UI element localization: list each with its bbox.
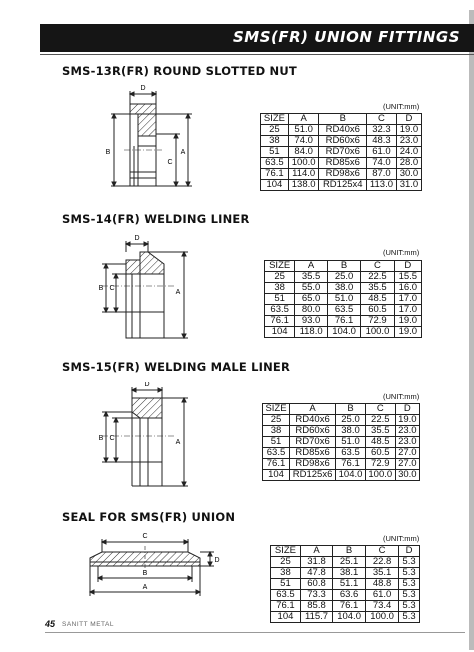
table-cell: 5.3: [399, 612, 420, 623]
table-cell: 31.8: [300, 557, 332, 568]
table-cell: 24.0: [396, 147, 421, 158]
table-cell: 76.1: [261, 169, 289, 180]
table-cell: 30.0: [395, 470, 419, 481]
table-row: [261, 147, 422, 158]
table-row: [263, 426, 420, 437]
table-cell: RD85x6: [290, 448, 336, 459]
table-cell: 61.0: [367, 147, 397, 158]
table-cell: 115.7: [300, 612, 332, 623]
table-cell: 104.0: [333, 612, 366, 623]
table-cell: 60.5: [365, 448, 395, 459]
footer-brand: SANITT METAL: [62, 621, 114, 628]
table-cell: 74.0: [367, 158, 397, 169]
table-cell: 60.8: [300, 579, 332, 590]
dim-label-b: B: [105, 149, 111, 156]
table-cell: 63.5: [327, 305, 360, 316]
table-row: [261, 136, 422, 147]
unit-label: (UNIT:mm): [383, 248, 420, 257]
table-row: [271, 568, 420, 579]
table-cell: 76.1: [263, 459, 290, 470]
table-cell: 76.1: [265, 316, 295, 327]
table-cell: 104.0: [336, 470, 366, 481]
table-row: [263, 470, 420, 481]
table-cell: 5.3: [399, 579, 420, 590]
table-cell: 114.0: [288, 169, 319, 180]
spec-table-seal: [270, 545, 420, 623]
dim-label-a: A: [142, 584, 148, 591]
table-row: [261, 169, 422, 180]
table-cell: 35.5: [365, 426, 395, 437]
table-cell: 76.1: [333, 601, 366, 612]
unit-label: (UNIT:mm): [383, 102, 420, 111]
column-header: A: [290, 404, 336, 415]
column-header: C: [367, 114, 397, 125]
dim-label-a: A: [180, 149, 186, 156]
table-cell: 73.3: [300, 590, 332, 601]
table-cell: 23.0: [395, 437, 419, 448]
table-cell: 19.0: [396, 125, 421, 136]
table-cell: 5.3: [399, 601, 420, 612]
table-cell: 100.0: [288, 158, 319, 169]
table-cell: 85.8: [300, 601, 332, 612]
table-cell: RD125x4: [319, 180, 367, 191]
table-cell: RD70x6: [290, 437, 336, 448]
table-cell: 138.0: [288, 180, 319, 191]
dim-label-d: D: [144, 382, 150, 388]
table-cell: 28.0: [396, 158, 421, 169]
table-row: [263, 459, 420, 470]
table-cell: 25.0: [336, 415, 366, 426]
table-cell: 25: [261, 125, 289, 136]
table-cell: 113.0: [367, 180, 397, 191]
table-cell: 84.0: [288, 147, 319, 158]
table-cell: 38.0: [336, 426, 366, 437]
table-cell: 51.0: [327, 294, 360, 305]
table-cell: 104: [271, 612, 301, 623]
header-bar: [40, 24, 474, 52]
table-cell: 5.3: [399, 557, 420, 568]
table-row: [265, 283, 422, 294]
footer-divider: [45, 632, 465, 633]
table-row: [261, 180, 422, 191]
table-header-row: [263, 404, 420, 415]
column-header: A: [288, 114, 319, 125]
table-cell: 27.0: [395, 459, 419, 470]
table-cell: 35.5: [361, 283, 394, 294]
table-cell: 23.0: [396, 136, 421, 147]
table-row: [271, 557, 420, 568]
table-cell: 30.0: [396, 169, 421, 180]
table-cell: RD98x6: [290, 459, 336, 470]
table-cell: RD98x6: [319, 169, 367, 180]
table-cell: RD60x6: [319, 136, 367, 147]
table-cell: 51: [261, 147, 289, 158]
dim-label-b: B: [142, 570, 148, 577]
table-cell: 63.5: [336, 448, 366, 459]
table-cell: 63.5: [263, 448, 290, 459]
spec-table-nut: [260, 113, 422, 191]
dim-label-a: A: [175, 439, 181, 446]
table-cell: 35.5: [295, 272, 328, 283]
table-cell: 27.0: [395, 448, 419, 459]
column-header: D: [394, 261, 421, 272]
table-cell: 100.0: [365, 470, 395, 481]
column-header: A: [295, 261, 328, 272]
table-cell: 51.0: [336, 437, 366, 448]
table-cell: RD60x6: [290, 426, 336, 437]
column-header: SIZE: [261, 114, 289, 125]
table-cell: RD40x6: [290, 415, 336, 426]
table-row: [271, 590, 420, 601]
table-cell: 76.1: [336, 459, 366, 470]
dim-label-d: D: [140, 85, 146, 92]
table-row: [265, 272, 422, 283]
table-cell: 22.5: [361, 272, 394, 283]
table-row: [263, 448, 420, 459]
table-cell: 72.9: [361, 316, 394, 327]
table-cell: RD85x6: [319, 158, 367, 169]
table-cell: 51: [271, 579, 301, 590]
column-header: SIZE: [263, 404, 290, 415]
table-cell: 100.0: [366, 612, 399, 623]
table-header-row: [271, 546, 420, 557]
table-cell: 19.0: [395, 415, 419, 426]
table-cell: 93.0: [295, 316, 328, 327]
table-cell: 16.0: [394, 283, 421, 294]
header-divider: [40, 54, 474, 55]
welding-liner-drawing: [92, 234, 202, 344]
table-cell: RD125x6: [290, 470, 336, 481]
table-cell: 48.3: [367, 136, 397, 147]
table-cell: 87.0: [367, 169, 397, 180]
column-header: D: [395, 404, 419, 415]
seal-drawing: [80, 528, 220, 604]
table-row: [265, 305, 422, 316]
dim-label-d: D: [214, 557, 220, 564]
table-cell: 38: [271, 568, 301, 579]
table-cell: 5.3: [399, 590, 420, 601]
table-cell: 72.9: [365, 459, 395, 470]
table-row: [271, 601, 420, 612]
table-cell: 15.5: [394, 272, 421, 283]
table-cell: 25.0: [327, 272, 360, 283]
table-cell: 76.1: [327, 316, 360, 327]
table-row: [265, 294, 422, 305]
column-header: A: [300, 546, 332, 557]
dim-label-c: C: [167, 159, 173, 166]
table-cell: 25: [271, 557, 301, 568]
table-cell: 61.0: [366, 590, 399, 601]
table-cell: 51: [265, 294, 295, 305]
column-header: B: [319, 114, 367, 125]
table-cell: 55.0: [295, 283, 328, 294]
table-cell: 38: [263, 426, 290, 437]
male-liner-drawing: [92, 382, 202, 498]
column-header: SIZE: [265, 261, 295, 272]
table-cell: 118.0: [295, 327, 328, 338]
column-header: SIZE: [271, 546, 301, 557]
section-title-nut: SMS-13R(FR) ROUND SLOTTED NUT: [62, 64, 297, 78]
table-cell: 25: [263, 415, 290, 426]
dim-label-d: D: [134, 235, 140, 242]
table-cell: 104.0: [327, 327, 360, 338]
dim-label-a: A: [175, 289, 181, 296]
table-cell: 74.0: [288, 136, 319, 147]
table-cell: 51.0: [288, 125, 319, 136]
table-cell: 17.0: [394, 294, 421, 305]
table-cell: 25: [265, 272, 295, 283]
spec-table-welding-liner: [264, 260, 422, 338]
unit-label: (UNIT:mm): [383, 534, 420, 543]
table-cell: RD40x6: [319, 125, 367, 136]
column-header: B: [336, 404, 366, 415]
table-row: [271, 612, 420, 623]
table-cell: 51.1: [333, 579, 366, 590]
table-cell: 80.0: [295, 305, 328, 316]
table-cell: 23.0: [395, 426, 419, 437]
dim-label-c: C: [142, 533, 148, 540]
dim-label-c: C: [109, 435, 115, 442]
spec-table-male-liner: [262, 403, 420, 481]
table-cell: 38: [265, 283, 295, 294]
table-row: [271, 579, 420, 590]
table-cell: 35.1: [366, 568, 399, 579]
table-cell: 104: [265, 327, 295, 338]
table-row: [263, 437, 420, 448]
column-header: B: [327, 261, 360, 272]
column-header: D: [399, 546, 420, 557]
table-cell: 19.0: [394, 327, 421, 338]
table-cell: 48.8: [366, 579, 399, 590]
column-header: C: [366, 546, 399, 557]
table-cell: 63.5: [261, 158, 289, 169]
table-row: [261, 158, 422, 169]
table-cell: 48.5: [361, 294, 394, 305]
table-cell: 19.0: [394, 316, 421, 327]
dim-label-b: B: [98, 435, 104, 442]
section-title-male-liner: SMS-15(FR) WELDING MALE LINER: [62, 360, 291, 374]
section-title-welding-liner: SMS-14(FR) WELDING LINER: [62, 212, 250, 226]
table-cell: 48.5: [365, 437, 395, 448]
column-header: B: [333, 546, 366, 557]
unit-label: (UNIT:mm): [383, 392, 420, 401]
table-cell: 65.0: [295, 294, 328, 305]
table-cell: 63.6: [333, 590, 366, 601]
table-cell: 76.1: [271, 601, 301, 612]
table-row: [261, 125, 422, 136]
table-cell: 31.0: [396, 180, 421, 191]
column-header: C: [365, 404, 395, 415]
table-header-row: [265, 261, 422, 272]
table-cell: 38: [261, 136, 289, 147]
table-cell: 73.4: [366, 601, 399, 612]
nut-drawing: [94, 84, 194, 194]
table-cell: 47.8: [300, 568, 332, 579]
dim-label-b: B: [98, 285, 104, 292]
table-header-row: [261, 114, 422, 125]
column-header: D: [396, 114, 421, 125]
table-cell: 51: [263, 437, 290, 448]
table-cell: 22.5: [365, 415, 395, 426]
page-title: SMS(FR) UNION FITTINGS: [233, 28, 460, 46]
table-row: [265, 327, 422, 338]
column-header: C: [361, 261, 394, 272]
dim-label-c: C: [109, 285, 115, 292]
table-cell: 38.1: [333, 568, 366, 579]
page-edge-strip: [469, 10, 474, 650]
table-cell: 63.5: [265, 305, 295, 316]
table-cell: 32.3: [367, 125, 397, 136]
table-cell: 63.5: [271, 590, 301, 601]
table-cell: 104: [261, 180, 289, 191]
section-title-seal: SEAL FOR SMS(FR) UNION: [62, 510, 236, 524]
table-row: [265, 316, 422, 327]
table-cell: 5.3: [399, 568, 420, 579]
table-cell: 100.0: [361, 327, 394, 338]
table-row: [263, 415, 420, 426]
table-cell: 104: [263, 470, 290, 481]
page-number: 45: [45, 619, 56, 629]
table-cell: 25.1: [333, 557, 366, 568]
table-cell: 22.8: [366, 557, 399, 568]
table-cell: RD70x6: [319, 147, 367, 158]
table-cell: 17.0: [394, 305, 421, 316]
table-cell: 38.0: [327, 283, 360, 294]
table-cell: 60.5: [361, 305, 394, 316]
